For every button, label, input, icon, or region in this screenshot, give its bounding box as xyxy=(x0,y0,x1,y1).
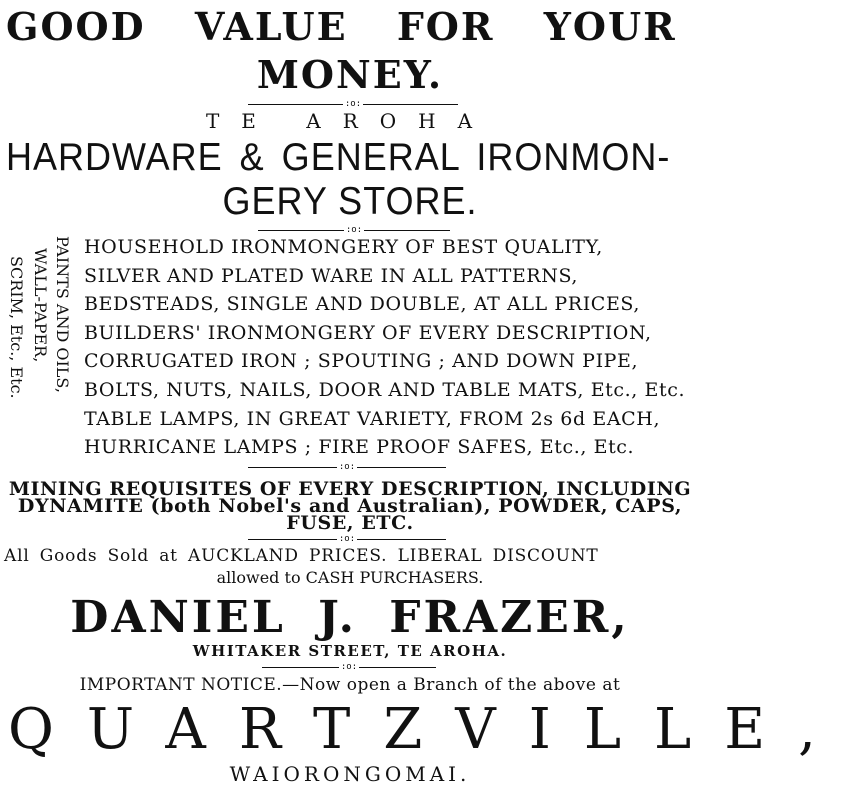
divider-mark: :o: xyxy=(344,99,362,109)
list-item: BUILDERS' IRONMONGERY OF EVERY DESCRIPTION, xyxy=(84,321,652,344)
side-text-paints: PAINTS AND OILS, xyxy=(53,236,72,393)
side-text-wallpaper: WALL-PAPER, xyxy=(31,248,50,363)
pricing-line-2: allowed to CASH PURCHASERS. xyxy=(216,568,484,587)
address: WHITAKER STREET, TE AROHA. xyxy=(192,642,508,660)
proprietor-name: DANIEL J. FRAZER, xyxy=(70,592,630,643)
list-item: SILVER AND PLATED WARE IN ALL PATTERNS, xyxy=(84,264,579,287)
town-heading: TE AROHA xyxy=(205,109,495,133)
branch-location: WAIORONGOMAI. xyxy=(229,762,471,786)
divider-mark: :o: xyxy=(338,534,356,544)
divider-mark: :o: xyxy=(338,462,356,472)
headline-line-1: GOOD VALUE FOR YOUR xyxy=(6,4,677,49)
divider-mark: :o: xyxy=(340,662,358,672)
store-title-line-2: GERY STORE. xyxy=(222,178,478,223)
mining-line-1: MINING REQUISITES OF EVERY DESCRIPTION, INCLUDING xyxy=(8,478,692,500)
item-list xyxy=(84,233,696,462)
mining-line-3: FUSE, ETC. xyxy=(286,512,414,534)
divider xyxy=(248,99,458,109)
headline-line-2: MONEY. xyxy=(256,52,444,97)
side-column xyxy=(0,228,80,458)
important-notice: IMPORTANT NOTICE.—Now open a Branch of the above at xyxy=(79,675,621,695)
store-title-line-1: HARDWARE & GENERAL IRONMON- xyxy=(6,134,671,179)
list-item: BOLTS, NUTS, NAILS, DOOR AND TABLE MATS, Etc., Etc. xyxy=(84,378,686,401)
divider-mark: :o: xyxy=(345,225,363,235)
list-item: HURRICANE LAMPS ; FIRE PROOF SAFES, Etc., Etc. xyxy=(84,436,635,459)
divider xyxy=(248,534,446,544)
list-item: CORRUGATED IRON ; SPOUTING ; AND DOWN PIPE, xyxy=(84,350,639,373)
list-item: HOUSEHOLD IRONMONGERY OF BEST QUALITY, xyxy=(84,236,603,258)
pricing-line-1: All Goods Sold at AUCKLAND PRICES. LIBERAL DISCOUNT xyxy=(4,546,599,566)
list-item: TABLE LAMPS, IN GREAT VARIETY, FROM 2s 6d EACH, xyxy=(84,407,661,430)
divider xyxy=(262,662,436,672)
side-text-scrim: SCRIM, Etc., Etc. xyxy=(7,256,26,399)
list-item: BEDSTEADS, SINGLE AND DOUBLE, AT ALL PRICES, xyxy=(84,293,640,316)
mining-line-2: DYNAMITE (both Nobel's and Australian), POWDER, CAPS, xyxy=(17,495,683,517)
divider xyxy=(248,462,446,472)
branch-name: QUARTZVILLE, xyxy=(8,697,849,762)
